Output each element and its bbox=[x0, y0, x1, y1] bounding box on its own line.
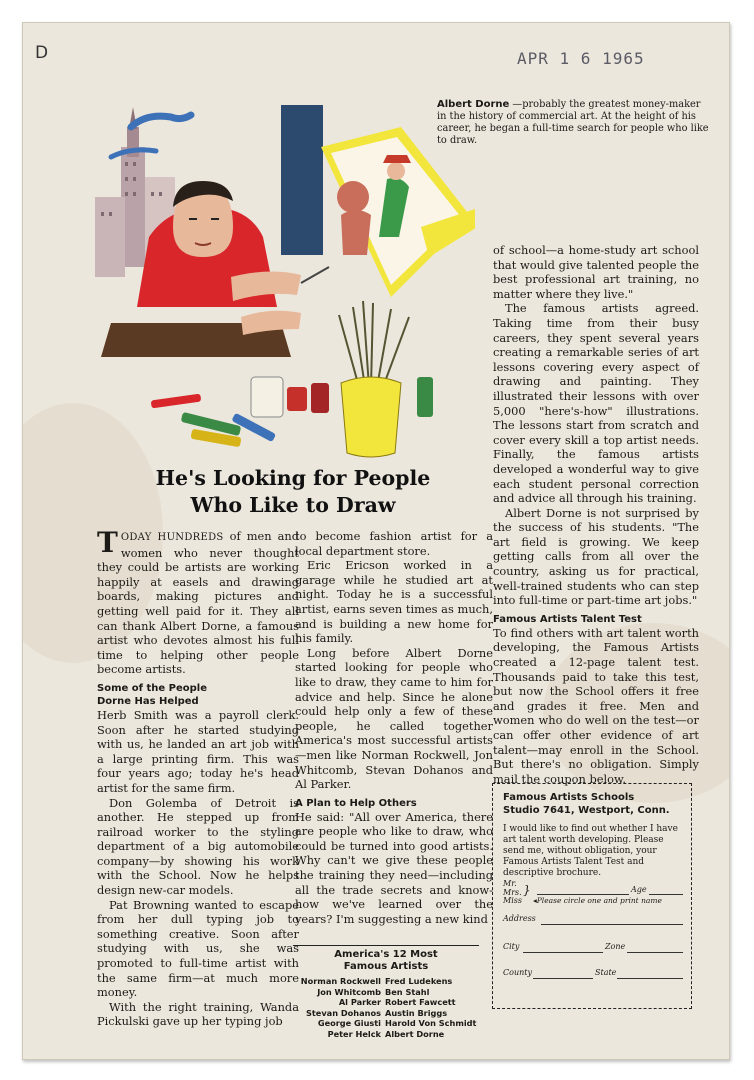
headline bbox=[143, 465, 443, 519]
caption-name: Albert Dorne bbox=[437, 99, 510, 110]
col3-paragraph-4: To find others with art talent worth developing, the Famous Artists created a 12-page talent test. Thousands paid to take this test, but now the School offers it free and grades it free. Men and women who do well on the test—or can offer other evidence of art talent—may enroll in the School. But there's no obligation. Simply mail the coupon below. bbox=[493, 625, 699, 786]
age-label: Age bbox=[631, 885, 647, 894]
artists-rule bbox=[293, 945, 479, 946]
col1-paragraph-2: Herb Smith was a payroll clerk. Soon after he started studying with us, he landed an art job with a large printing firm. This was four years ago; today he's head artist for the same firm. bbox=[97, 707, 299, 795]
headline-line-1: He's Looking for People bbox=[155, 466, 431, 490]
artist-name: Robert Fawcett bbox=[385, 997, 456, 1008]
address-field[interactable] bbox=[541, 924, 683, 925]
coupon-body: I would like to find out whether I have art talent worth developing. Please send me, without obligation, your Famous Artists Talent Test and descriptive brochure. bbox=[503, 824, 678, 878]
date-stamp: APR 1 6 1965 bbox=[517, 49, 645, 68]
state-label: State bbox=[595, 968, 617, 977]
title-miss: Miss bbox=[503, 896, 522, 905]
comic-back-cover bbox=[22, 22, 730, 1060]
subhead-line-2: Dorne Has Helped bbox=[97, 695, 199, 707]
artists-list bbox=[293, 976, 478, 1040]
age-field[interactable] bbox=[649, 894, 683, 895]
mail-in-coupon[interactable] bbox=[492, 783, 692, 1009]
address-label: Address bbox=[503, 914, 536, 923]
county-label: County bbox=[503, 968, 532, 977]
coupon-header bbox=[503, 792, 670, 817]
famous-artists-box bbox=[293, 945, 479, 1040]
artist-name: Albert Dorne bbox=[385, 1028, 445, 1039]
title-mrs: Mrs. bbox=[503, 887, 522, 897]
state-field[interactable] bbox=[617, 978, 683, 979]
artist-name: Al Parker bbox=[338, 997, 381, 1008]
col2-paragraph-1: to become fashion artist for a local department store. bbox=[295, 529, 493, 558]
col2-paragraph-2: Eric Ericson worked in a garage while he studied art at night. Today he is a successful artist, earns seven times as much, and is building a new home for his family. bbox=[295, 558, 493, 646]
artist-name: Harold Von Schmidt bbox=[385, 1018, 477, 1029]
headline-line-2: Who Like to Draw bbox=[190, 493, 396, 517]
circle-note-text: Please circle one and print name bbox=[536, 896, 662, 905]
artist-name: Stevan Dohanos bbox=[305, 1007, 381, 1018]
margin-mark: D bbox=[35, 43, 49, 63]
circle-note: ◂Please circle one and print name bbox=[533, 896, 662, 905]
article-column-1 bbox=[97, 526, 300, 1029]
artist-name: Ben Stahl bbox=[385, 986, 430, 997]
artist-name: Norman Rockwell bbox=[300, 976, 381, 986]
col1-paragraph-5: With the right training, Wanda Pickulski gave up her typing job bbox=[97, 999, 299, 1029]
easel-canvas bbox=[321, 127, 475, 297]
lead-caps: ODAY HUNDREDS bbox=[120, 532, 224, 543]
artists-title-1: America's 12 Most bbox=[334, 949, 438, 960]
col1-paragraph-1: of men and women who never thought they could be artists are working happily at easels and drawing boards, making pictures and getting well paid for it. They all can thank Albert Dorne, a famous artist who devotes almost his full time to helping other people become artists. bbox=[97, 529, 300, 677]
title-mr: Mr. bbox=[503, 879, 517, 888]
county-field[interactable] bbox=[533, 978, 593, 979]
brush-jar bbox=[339, 301, 409, 457]
subhead-plan: A Plan to Help Others bbox=[295, 797, 417, 809]
name-field[interactable] bbox=[537, 894, 629, 895]
col3-paragraph-1: of school—a home-study art school that would give talented people the best professional art training, no matter where they live." bbox=[493, 243, 699, 301]
artist-name: George Giusti bbox=[317, 1018, 381, 1029]
drop-cap: T bbox=[97, 526, 118, 559]
title-options bbox=[503, 880, 522, 906]
col1-paragraph-4: Pat Browning wanted to escape from her dull typing job to something creative. Soon after studying with us, she was promoted to full-time artist with the same firm—at much more money. bbox=[97, 897, 299, 1000]
city-field[interactable] bbox=[523, 952, 603, 953]
caption-text: —probably the greatest money-maker in the history of commercial art. At the height of his career, he began a full-time search for people who like to draw. bbox=[437, 99, 709, 146]
artist-name: Austin Briggs bbox=[385, 1007, 448, 1018]
artist-name: Peter Helck bbox=[327, 1028, 381, 1039]
illustration-caption bbox=[437, 99, 712, 147]
artist-name: Fred Ludekens bbox=[385, 976, 453, 986]
artist-name: Jon Whitcomb bbox=[317, 986, 381, 997]
col3-paragraph-3: Albert Dorne is not surprised by the success of his students. "The art field is growing. We keep getting calls from all over the country, asking us for practical, well-trained students who can step into full-time or part-time art jobs." bbox=[493, 505, 699, 608]
city-label: City bbox=[503, 942, 520, 951]
brace-icon: } bbox=[523, 883, 531, 897]
artists-title-2: Famous Artists bbox=[343, 961, 429, 972]
zone-field[interactable] bbox=[627, 952, 683, 953]
col3-paragraph-2: The famous artists agreed. Taking time from their busy careers, they spent several years creating a remarkable series of art lessons covering every aspect of drawing and painting. They illustrated their lessons with over 5,000 "here's-how" illustrations. The lessons start from scratch and cover every skill a top artist needs. Finally, the famous artists developed a wonderful way to give each student personal correction and advice all through his training. bbox=[493, 301, 699, 506]
coupon-school-name: Famous Artists Schools bbox=[503, 792, 635, 803]
col2-paragraph-4: He said: "All over America, there are people who like to draw, who could be turned into good artists. Why can't we give these people the training they need—including all the trade secrets and know-how we've learned over the years? I'm suggesting a new kind bbox=[295, 809, 493, 926]
col2-paragraph-3: Long before Albert Dorne started looking for people who like to draw, they came to him for advice and help. Since he alone could help only a few of these people, he called together America's most successful artists—men like Norman Rockwell, Jon Whitcomb, Stevan Dohanos and Al Parker. bbox=[295, 645, 493, 792]
article-column-2 bbox=[295, 529, 493, 926]
article-column-3 bbox=[493, 243, 699, 786]
subhead-talent-test: Famous Artists Talent Test bbox=[493, 613, 642, 625]
subhead-line-1: Some of the People bbox=[97, 682, 207, 694]
artist-illustration bbox=[91, 87, 475, 467]
zone-label: Zone bbox=[605, 942, 626, 951]
coupon-studio-address: Studio 7641, Westport, Conn. bbox=[503, 804, 670, 816]
col1-paragraph-3: Don Golemba of Detroit is another. He stepped up from railroad worker to the styling department of a big automobile company—by showing his work with the School. Now he helps design new-car models. bbox=[97, 795, 299, 898]
subhead-people-helped bbox=[97, 682, 299, 708]
